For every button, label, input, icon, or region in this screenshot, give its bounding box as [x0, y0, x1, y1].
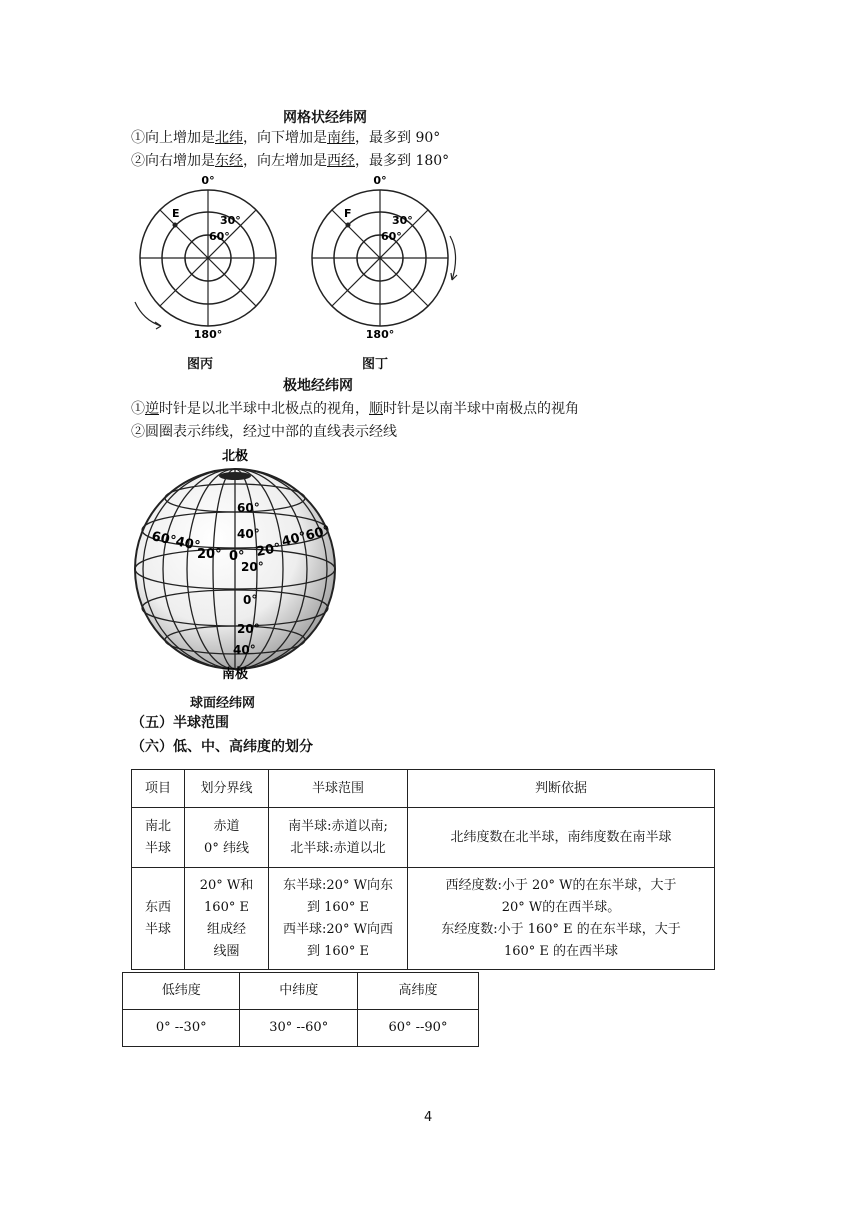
polar-left-bottom-label: 180°: [193, 328, 223, 341]
globe-lon-left: 60°40°: [150, 529, 202, 555]
table-header-cell: 半球范围: [269, 770, 408, 808]
table-row: [132, 868, 715, 970]
heading-hemisphere: （五）半球范围: [131, 715, 229, 731]
polar-left-letter: E: [172, 207, 180, 220]
polar-right-60-label: 60°: [381, 230, 402, 243]
globe-lat-0: 0°: [243, 593, 258, 607]
polar-line-2: ②圆圈表示纬线，经过中部的直线表示经线: [131, 424, 397, 440]
polar-left-30-label: 30°: [220, 214, 241, 227]
polar-right-top-label: 0°: [373, 174, 387, 187]
heading-latitude-zones: （六）低、中、高纬度的划分: [131, 739, 313, 755]
globe-lat-40n: 40°: [237, 527, 260, 541]
table-row: [123, 973, 479, 1010]
polar-left-60-label: 60°: [209, 230, 230, 243]
page-number: 4: [424, 1110, 433, 1125]
polar-right-30-label: 30°: [392, 214, 413, 227]
globe-lat-60: 60°: [237, 501, 260, 515]
table-cell: 赤道 0° 纬线: [185, 808, 269, 868]
polar-left-top-label: 0°: [201, 174, 215, 187]
globe-lon-0: 0°: [229, 549, 245, 564]
globe-figure: [125, 442, 355, 682]
polar-figure-left: [125, 172, 295, 342]
grid-line-2: ②向右增加是东经，向左增加是西经，最多到 180°: [131, 153, 450, 169]
polar-line-1: ①逆时针是以北半球中北极点的视角，顺时针是以南半球中南极点的视角: [131, 401, 579, 417]
table-header-cell: 项目: [132, 770, 185, 808]
polar-left-caption: 图丙: [187, 357, 214, 372]
table-row: [132, 770, 715, 808]
table-cell: 60° --90°: [357, 1010, 478, 1047]
globe-south-label: 南极: [221, 667, 249, 682]
table-header-cell: 中纬度: [240, 973, 357, 1010]
globe-lat-20n: 20°: [241, 560, 264, 574]
table-cell: 20° W和 160° E 组成经 线圈: [185, 868, 269, 970]
table-header-cell: 划分界线: [185, 770, 269, 808]
table-cell: 南半球:赤道以南; 北半球:赤道以北: [269, 808, 408, 868]
table-header-cell: 低纬度: [123, 973, 240, 1010]
table-cell: 30° --60°: [240, 1010, 357, 1047]
polar-figure-right: [300, 172, 470, 342]
table-header-cell: 高纬度: [357, 973, 478, 1010]
globe-lon-20-left: 20°: [197, 547, 222, 562]
globe-lon-20-right: 20°: [255, 540, 282, 560]
polar-right-bottom-label: 180°: [365, 328, 395, 341]
table-header-cell: 判断依据: [408, 770, 715, 808]
table-cell: 西经度数:小于 20° W的在东半球，大于 20° W的在西半球。 东经度数:小于 160° E 的在东半球，大于 160° E 的在西半球: [408, 868, 715, 970]
polar-right-caption: 图丁: [362, 357, 389, 372]
globe-lat-20s: 20°: [237, 622, 260, 636]
grid-section-title: 网格状经纬网: [283, 110, 367, 126]
globe-caption: 球面经纬网: [190, 696, 256, 711]
globe-lat-40s: 40°: [233, 643, 256, 657]
table-cell: 南北 半球: [132, 808, 185, 868]
globe-north-label: 北极: [221, 449, 249, 464]
table-cell: 北纬度数在北半球，南纬度数在南半球: [408, 808, 715, 868]
table-row: [132, 808, 715, 868]
latitude-zone-table: [122, 972, 479, 1047]
table-cell: 东西 半球: [132, 868, 185, 970]
polar-right-letter: F: [344, 207, 352, 220]
globe-lon-right: 40°60°: [280, 523, 332, 550]
table-cell: 0° --30°: [123, 1010, 240, 1047]
table-row: [123, 1010, 479, 1047]
grid-line-1: ①向上增加是北纬，向下增加是南纬，最多到 90°: [131, 130, 441, 146]
hemisphere-table: [131, 769, 715, 970]
polar-section-title: 极地经纬网: [283, 378, 353, 394]
table-cell: 东半球:20° W向东 到 160° E 西半球:20° W向西 到 160° E: [269, 868, 408, 970]
